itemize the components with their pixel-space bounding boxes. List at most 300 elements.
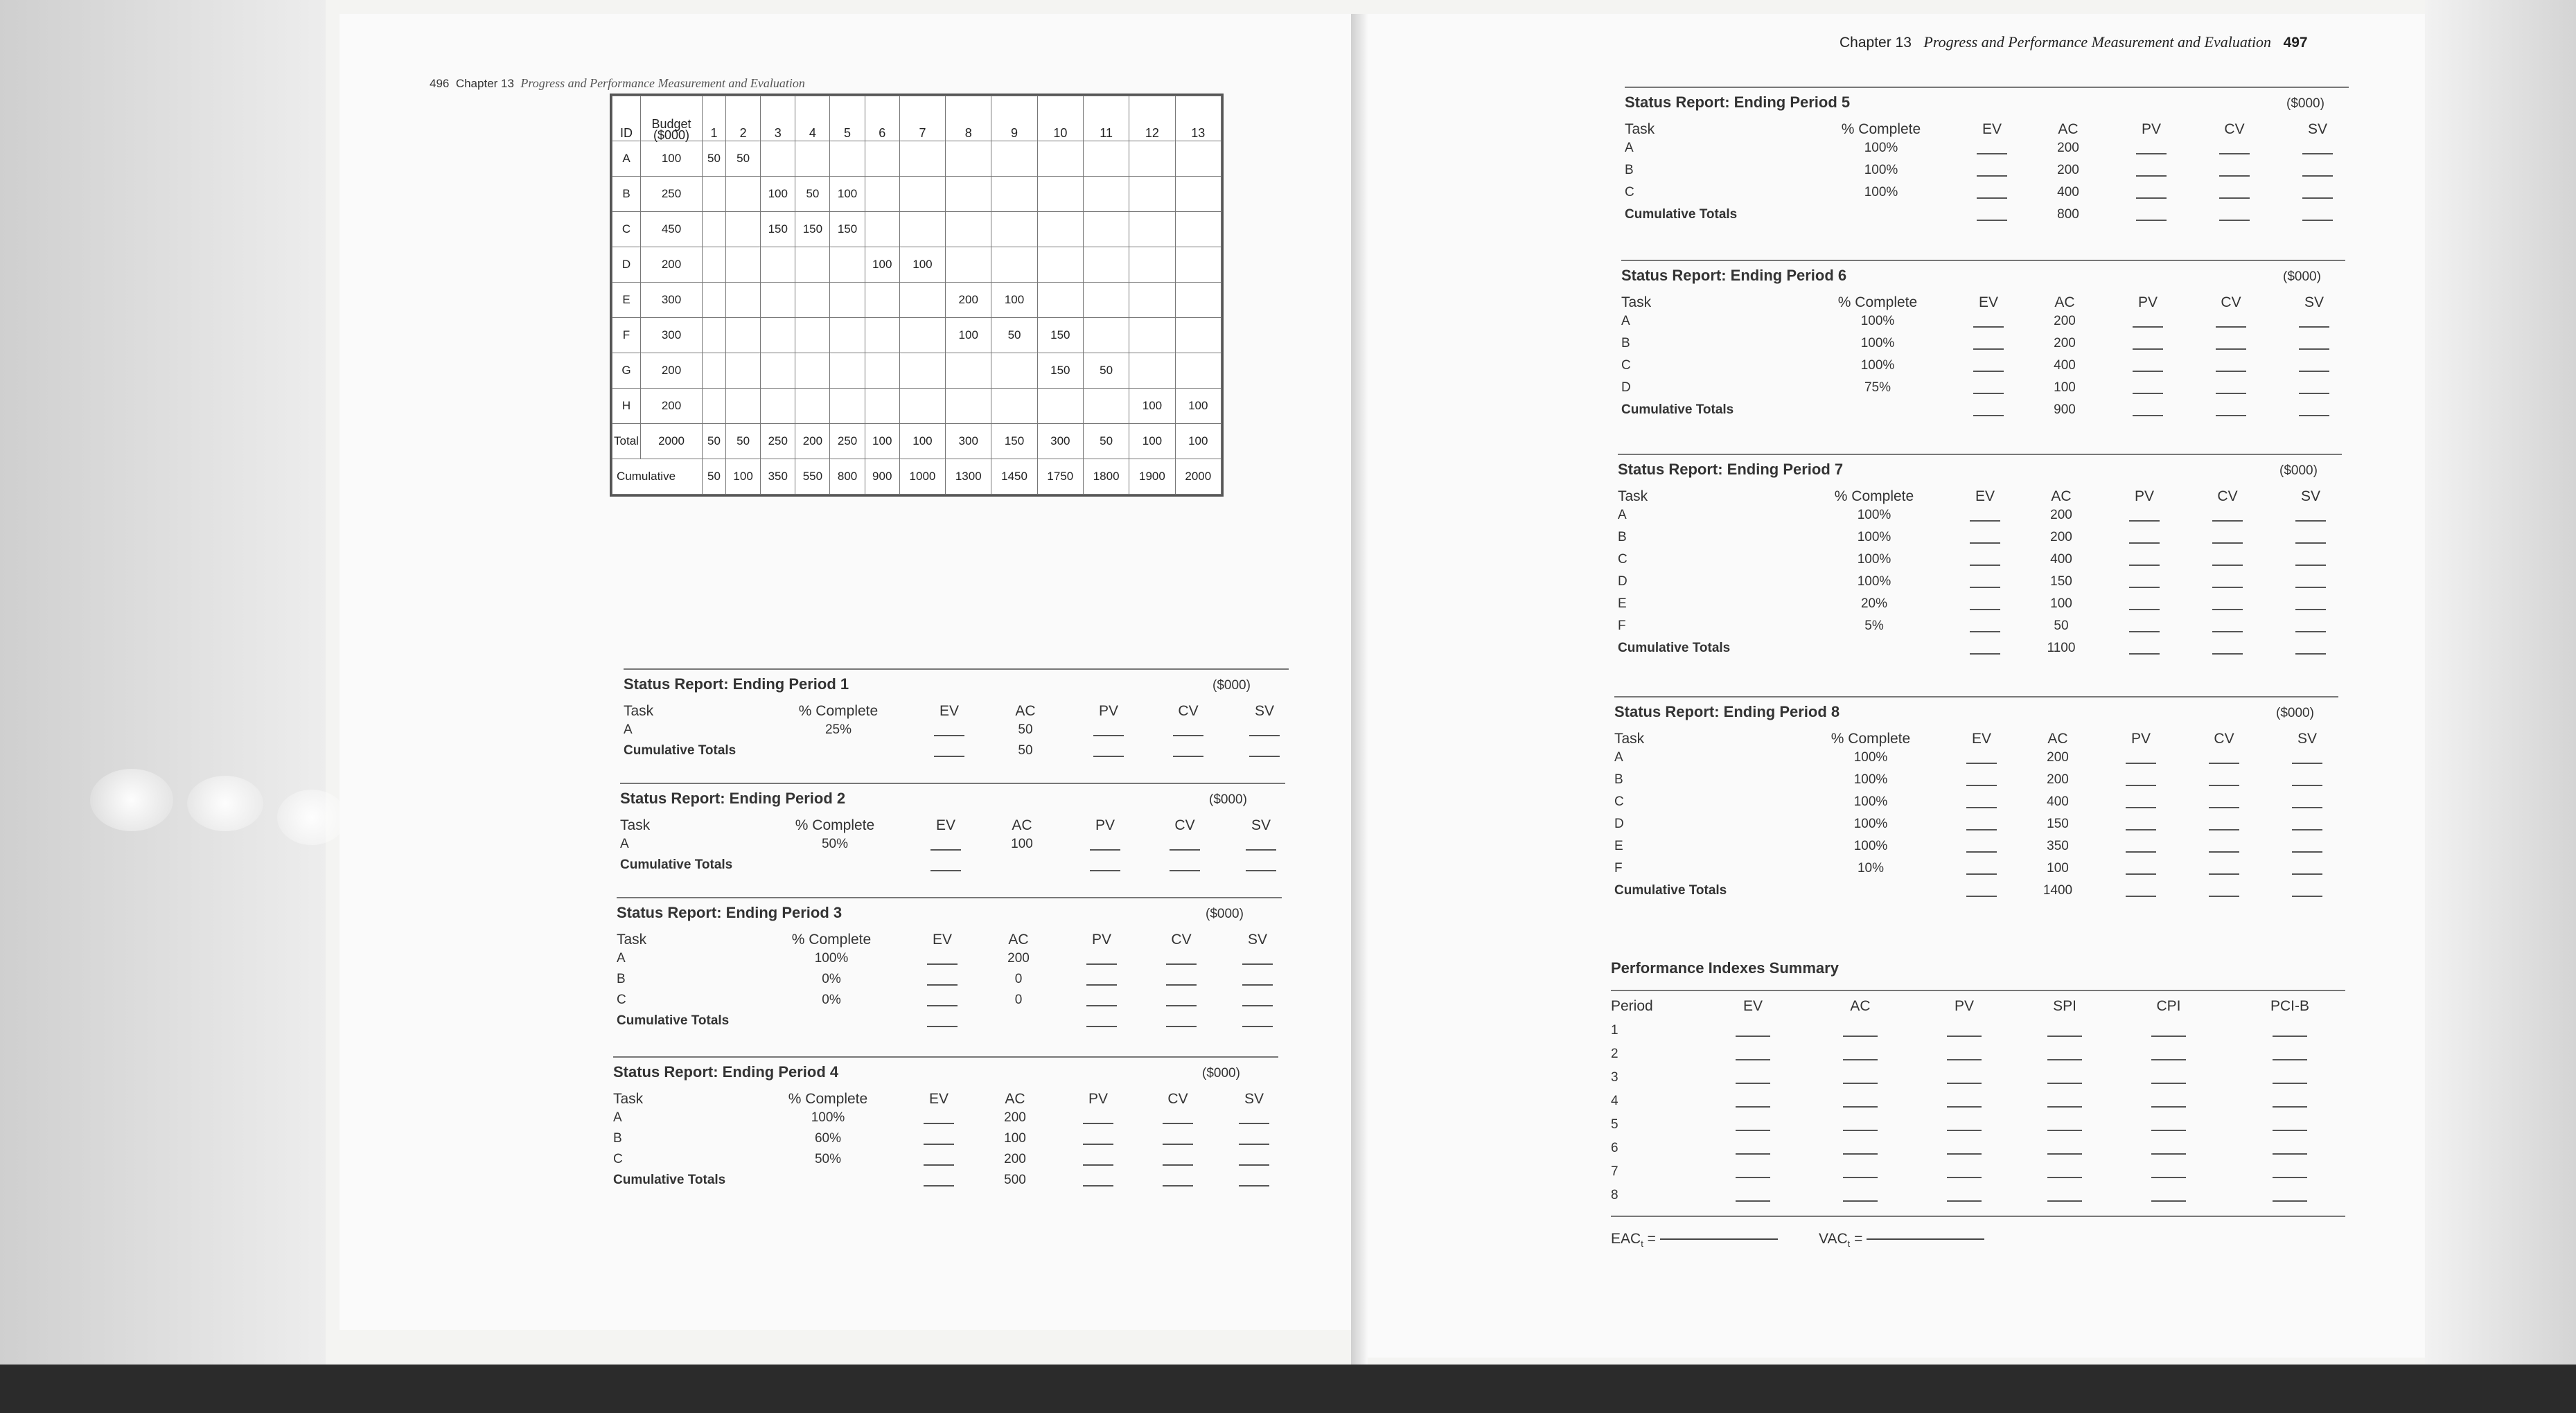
- pv-blank: [2129, 533, 2160, 544]
- perf-col-header: PV: [1954, 998, 1974, 1014]
- percent-complete: 100%: [1864, 163, 1898, 177]
- ev-blank: [927, 975, 958, 986]
- report-title: Status Report: Ending Period 2: [620, 790, 846, 807]
- task-label: B: [1625, 163, 1634, 177]
- period-cell: [1083, 283, 1129, 318]
- col-header: EV: [1982, 121, 2002, 137]
- task-label: D: [1618, 574, 1627, 589]
- sv-blank: [1242, 995, 1273, 1006]
- sv-blank: [2292, 775, 2322, 786]
- perf-blank: [1947, 1026, 1982, 1037]
- percent-complete: 100%: [1853, 772, 1888, 787]
- table-row: [612, 283, 1221, 318]
- period-cell: [899, 389, 945, 424]
- period-cell: [1083, 389, 1129, 424]
- ac-value: 200: [1004, 1152, 1026, 1166]
- cv-blank: [2209, 775, 2239, 786]
- pv-total-blank: [2133, 405, 2163, 416]
- percent-complete: 50%: [821, 837, 849, 851]
- percent-complete: 5%: [1864, 619, 1884, 633]
- ev-blank: [1966, 797, 1997, 808]
- percent-complete: 100%: [1857, 574, 1891, 589]
- sv-total-blank: [1246, 860, 1276, 871]
- period-cell: [726, 283, 761, 318]
- percent-complete: 60%: [814, 1131, 842, 1146]
- sv-total-blank: [2295, 643, 2326, 655]
- report-unit: ($000): [2276, 706, 2314, 720]
- perf-blank: [2047, 1049, 2082, 1060]
- table-row: [612, 389, 1221, 424]
- col-header: AC: [2051, 488, 2072, 504]
- period-cell: 1000: [899, 459, 945, 495]
- period-cell: 50: [991, 318, 1037, 353]
- col-id: ID: [612, 96, 641, 141]
- task-label: B: [617, 972, 626, 986]
- ac-value: 400: [2047, 794, 2069, 809]
- period-label: 6: [1611, 1141, 1618, 1155]
- period-cell: [761, 318, 795, 353]
- sv-blank: [2299, 361, 2329, 372]
- ac-value: 200: [2047, 750, 2069, 765]
- sv-blank: [2292, 819, 2322, 830]
- period-cell: [1175, 318, 1221, 353]
- period-cell: [703, 318, 726, 353]
- pv-blank: [2126, 753, 2156, 764]
- cv-total-blank: [2212, 643, 2243, 655]
- period-cell: [1175, 353, 1221, 389]
- perf-blank: [1947, 1120, 1982, 1131]
- period-cell: [726, 318, 761, 353]
- perf-blank: [1843, 1073, 1878, 1084]
- row-budget: 200: [641, 247, 703, 283]
- col-header: % Complete: [795, 817, 875, 833]
- col-header: SV: [2304, 294, 2324, 310]
- percent-complete: 0%: [822, 993, 841, 1007]
- col-header: % Complete: [798, 703, 879, 719]
- period-cell: [991, 389, 1037, 424]
- percent-complete: 100%: [1853, 750, 1888, 765]
- period-cell: [1037, 141, 1083, 177]
- period-cell: 100: [830, 177, 865, 212]
- period-cell: [726, 389, 761, 424]
- period-label: 1: [1611, 1023, 1618, 1038]
- report-title: Status Report: Ending Period 5: [1625, 94, 1851, 111]
- ev-blank: [1970, 533, 2000, 544]
- ev-blank: [1973, 383, 2004, 394]
- ev-blank: [1970, 599, 2000, 610]
- percent-complete: 100%: [1860, 336, 1895, 350]
- period-header: 12: [1129, 96, 1175, 141]
- perf-blank: [2273, 1096, 2307, 1108]
- ev-blank: [1966, 775, 1997, 786]
- totals-ac-value: 900: [2054, 402, 2076, 417]
- perf-title: Performance Indexes Summary: [1611, 959, 1839, 977]
- col-header: PV: [1088, 1091, 1108, 1107]
- cv-blank: [2216, 383, 2246, 394]
- percent-complete: 100%: [1857, 530, 1891, 544]
- perf-blank: [2047, 1073, 2082, 1084]
- col-header: EV: [939, 703, 959, 719]
- perf-blank: [2047, 1167, 2082, 1178]
- task-label: B: [1618, 530, 1627, 544]
- cv-blank: [2212, 599, 2243, 610]
- budget-table: [610, 94, 1224, 497]
- status-report: [1621, 260, 2345, 454]
- period-cell: 100: [1129, 389, 1175, 424]
- cv-blank: [1163, 1113, 1193, 1124]
- perf-blank: [1947, 1096, 1982, 1108]
- cv-total-blank: [1170, 860, 1200, 871]
- pv-blank: [1083, 1113, 1113, 1124]
- ac-value: 50: [1018, 722, 1033, 737]
- period-cell: 50: [1083, 353, 1129, 389]
- period-cell: 100: [1175, 389, 1221, 424]
- percent-complete: 10%: [1857, 861, 1885, 876]
- ev-blank: [1977, 143, 2007, 154]
- period-cell: 150: [991, 424, 1037, 459]
- period-cell: [1175, 177, 1221, 212]
- report-title: Status Report: Ending Period 1: [624, 675, 849, 693]
- period-header: 6: [865, 96, 899, 141]
- cumulative-totals-label: Cumulative Totals: [620, 857, 733, 872]
- pv-blank: [2129, 555, 2160, 566]
- period-cell: 150: [830, 212, 865, 247]
- col-header: PV: [1098, 703, 1118, 719]
- sv-blank: [2292, 797, 2322, 808]
- period-cell: 1450: [991, 459, 1037, 495]
- ev-blank: [927, 954, 958, 965]
- col-header: Task: [617, 932, 647, 948]
- report-unit: ($000): [1202, 1066, 1240, 1081]
- period-label: 2: [1611, 1047, 1618, 1061]
- totals-ac-value: 1100: [2047, 641, 2076, 655]
- period-cell: [830, 389, 865, 424]
- period-cell: [795, 247, 830, 283]
- pv-blank: [2126, 797, 2156, 808]
- row-budget: 100: [641, 141, 703, 177]
- period-cell: [1175, 212, 1221, 247]
- period-cell: 50: [795, 177, 830, 212]
- period-cell: 2000: [1175, 459, 1221, 495]
- sv-blank: [2299, 383, 2329, 394]
- period-cell: [1175, 247, 1221, 283]
- cv-blank: [2219, 166, 2250, 177]
- table-row: [612, 353, 1221, 389]
- col-header: SV: [1244, 1091, 1264, 1107]
- col-header: PV: [2134, 488, 2154, 504]
- sv-blank: [2302, 188, 2333, 199]
- report-unit: ($000): [2283, 269, 2321, 284]
- period-cell: [1129, 177, 1175, 212]
- sv-blank: [1242, 954, 1273, 965]
- period-cell: 250: [761, 424, 795, 459]
- report-title: Status Report: Ending Period 8: [1614, 703, 1840, 720]
- period-cell: [1129, 247, 1175, 283]
- perf-blank: [1736, 1073, 1770, 1084]
- col-header: SV: [1254, 703, 1274, 719]
- perf-blank: [1736, 1191, 1770, 1202]
- period-cell: [899, 318, 945, 353]
- period-cell: [726, 247, 761, 283]
- table-row: [612, 459, 1221, 495]
- period-cell: [1129, 318, 1175, 353]
- perf-blank: [1736, 1120, 1770, 1131]
- period-cell: [865, 318, 899, 353]
- sv-blank: [2302, 143, 2333, 154]
- period-cell: [1129, 283, 1175, 318]
- pv-blank: [2133, 361, 2163, 372]
- period-label: 4: [1611, 1094, 1618, 1108]
- pv-blank: [2133, 317, 2163, 328]
- period-cell: [795, 353, 830, 389]
- pv-blank: [2126, 864, 2156, 875]
- perf-blank: [2151, 1049, 2186, 1060]
- period-cell: [1083, 212, 1129, 247]
- pv-blank: [2126, 842, 2156, 853]
- perf-blank: [1843, 1049, 1878, 1060]
- pv-total-blank: [1083, 1175, 1113, 1187]
- cv-blank: [2212, 533, 2243, 544]
- pv-total-blank: [2126, 886, 2156, 897]
- percent-complete: 100%: [1860, 358, 1895, 373]
- period-header: 1: [703, 96, 726, 141]
- task-label: E: [1618, 596, 1627, 611]
- period-cell: 300: [1037, 424, 1083, 459]
- period-cell: [1037, 283, 1083, 318]
- perf-blank: [1736, 1026, 1770, 1037]
- task-label: C: [1621, 358, 1631, 373]
- table-row: [612, 318, 1221, 353]
- ev-blank: [1970, 555, 2000, 566]
- percent-complete: 50%: [814, 1152, 842, 1166]
- ev-blank: [924, 1113, 954, 1124]
- cumulative-totals-label: Cumulative Totals: [617, 1013, 730, 1028]
- status-report: [624, 668, 1289, 793]
- col-header: AC: [2058, 121, 2079, 137]
- ev-total-blank: [924, 1175, 954, 1187]
- task-label: B: [1621, 336, 1630, 350]
- vac-line: $VAC_t$ =: [1819, 1231, 1984, 1249]
- period-header: 11: [1083, 96, 1129, 141]
- sv-blank: [1239, 1134, 1269, 1145]
- ac-value: 0: [1014, 972, 1023, 986]
- ev-total-blank: [1977, 210, 2007, 221]
- col-header: EV: [1971, 731, 1991, 747]
- sv-blank: [1239, 1113, 1269, 1124]
- period-cell: [865, 212, 899, 247]
- ac-value: 200: [1007, 951, 1030, 966]
- percent-complete: 100%: [1864, 141, 1898, 155]
- row-budget: 200: [641, 389, 703, 424]
- period-cell: [795, 283, 830, 318]
- status-report: [617, 897, 1282, 1063]
- perf-blank: [2151, 1167, 2186, 1178]
- period-cell: 100: [726, 459, 761, 495]
- period-header: 3: [761, 96, 795, 141]
- period-cell: 100: [899, 424, 945, 459]
- period-cell: [703, 212, 726, 247]
- period-cell: [830, 141, 865, 177]
- perf-blank: [1947, 1191, 1982, 1202]
- ev-blank: [924, 1134, 954, 1145]
- period-cell: 100: [761, 177, 795, 212]
- row-budget: 450: [641, 212, 703, 247]
- ac-value: 150: [2047, 817, 2069, 831]
- period-cell: 150: [1037, 353, 1083, 389]
- table-row: [612, 424, 1221, 459]
- pv-blank: [1086, 954, 1117, 965]
- perf-blank: [2047, 1026, 2082, 1037]
- percent-complete: 100%: [1857, 552, 1891, 567]
- cv-blank: [2216, 339, 2246, 350]
- report-title: Status Report: Ending Period 7: [1618, 461, 1844, 478]
- chapter-label: Chapter 13: [1840, 35, 1912, 51]
- sv-blank: [2295, 533, 2326, 544]
- period-cell: [703, 283, 726, 318]
- period-cell: [795, 318, 830, 353]
- period-cell: [795, 141, 830, 177]
- ac-value: 200: [2054, 336, 2076, 350]
- sv-blank: [2295, 577, 2326, 588]
- ev-blank: [924, 1155, 954, 1166]
- period-cell: [946, 247, 991, 283]
- pv-blank: [2133, 383, 2163, 394]
- perf-blank: [2047, 1120, 2082, 1131]
- pv-blank: [2129, 621, 2160, 632]
- period-cell: [761, 283, 795, 318]
- report-unit: ($000): [1206, 907, 1244, 921]
- period-cell: [899, 177, 945, 212]
- ev-total-blank: [927, 1016, 958, 1027]
- period-cell: [761, 247, 795, 283]
- cv-total-blank: [1163, 1175, 1193, 1187]
- period-cell: [1175, 283, 1221, 318]
- cv-blank: [1170, 839, 1200, 851]
- ev-blank: [1966, 864, 1997, 875]
- period-cell: [726, 353, 761, 389]
- period-header: 13: [1175, 96, 1221, 141]
- report-title: Status Report: Ending Period 3: [617, 904, 843, 921]
- chapter-label: Chapter 13: [455, 77, 514, 90]
- ac-value: 200: [1004, 1110, 1026, 1125]
- sv-total-blank: [1242, 1016, 1273, 1027]
- ac-value: 100: [2050, 596, 2072, 611]
- ac-value: 150: [2050, 574, 2072, 589]
- pv-blank: [2126, 819, 2156, 830]
- task-label: C: [1625, 185, 1634, 199]
- cv-blank: [2212, 510, 2243, 522]
- sv-total-blank: [2302, 210, 2333, 221]
- period-cell: [946, 212, 991, 247]
- perf-col-header: CPI: [2156, 998, 2181, 1014]
- period-cell: [946, 177, 991, 212]
- sv-blank: [2295, 621, 2326, 632]
- chapter-title: Progress and Performance Measurement and Evaluation: [520, 76, 805, 90]
- table-row: [612, 247, 1221, 283]
- period-cell: 250: [830, 424, 865, 459]
- sv-blank: [2302, 166, 2333, 177]
- task-label: A: [1614, 750, 1623, 765]
- cv-blank: [1166, 975, 1197, 986]
- cv-blank: [1166, 995, 1197, 1006]
- period-cell: [830, 318, 865, 353]
- cv-blank: [2216, 361, 2246, 372]
- period-cell: [899, 141, 945, 177]
- perf-blank: [1843, 1144, 1878, 1155]
- percent-complete: 100%: [811, 1110, 845, 1125]
- pv-total-blank: [1086, 1016, 1117, 1027]
- pv-blank: [2136, 188, 2167, 199]
- perf-blank: [2047, 1191, 2082, 1202]
- period-cell: [1129, 353, 1175, 389]
- ev-blank: [1966, 819, 1997, 830]
- light-reflection: [90, 769, 173, 831]
- period-label: 5: [1611, 1117, 1618, 1132]
- sv-total-blank: [2292, 886, 2322, 897]
- perf-blank: [1843, 1120, 1878, 1131]
- status-report: [620, 783, 1285, 907]
- task-label: B: [1614, 772, 1623, 787]
- pv-blank: [1083, 1155, 1113, 1166]
- pv-blank: [2126, 775, 2156, 786]
- ac-value: 200: [2054, 314, 2076, 328]
- perf-blank: [1843, 1026, 1878, 1037]
- row-id: B: [612, 177, 641, 212]
- col-header: PV: [2137, 294, 2158, 310]
- ac-value: 100: [2047, 861, 2069, 876]
- totals-ac-value: 800: [2057, 207, 2079, 222]
- period-cell: 150: [795, 212, 830, 247]
- col-header: Task: [620, 817, 651, 833]
- period-cell: [899, 212, 945, 247]
- row-id: D: [612, 247, 641, 283]
- perf-blank: [1736, 1096, 1770, 1108]
- chapter-title: Progress and Performance Measurement and Evaluation: [1923, 33, 2272, 51]
- col-header: % Complete: [1841, 121, 1921, 137]
- period-cell: [830, 247, 865, 283]
- perf-blank: [1736, 1049, 1770, 1060]
- perf-col-header: PCI-B: [2270, 998, 2309, 1014]
- period-cell: [830, 283, 865, 318]
- period-cell: [726, 177, 761, 212]
- ev-blank: [934, 725, 964, 736]
- task-label: E: [1614, 839, 1623, 853]
- period-cell: 150: [761, 212, 795, 247]
- task-label: A: [617, 951, 626, 966]
- task-label: C: [613, 1152, 623, 1166]
- period-label: 8: [1611, 1188, 1618, 1202]
- pv-blank: [1086, 975, 1117, 986]
- period-cell: [1037, 177, 1083, 212]
- cv-blank: [2212, 577, 2243, 588]
- task-label: A: [1621, 314, 1630, 328]
- left-background: [0, 0, 326, 1365]
- perf-blank: [1947, 1073, 1982, 1084]
- perf-blank: [2273, 1167, 2307, 1178]
- col-header: AC: [1005, 1091, 1025, 1107]
- ev-total-blank: [934, 746, 964, 757]
- period-cell: [946, 141, 991, 177]
- period-cell: [991, 177, 1037, 212]
- percent-complete: 100%: [1853, 839, 1888, 853]
- report-title: Status Report: Ending Period 6: [1621, 267, 1847, 284]
- sv-blank: [2295, 555, 2326, 566]
- period-cell: [991, 212, 1037, 247]
- period-cell: 50: [703, 459, 726, 495]
- period-cell: [703, 247, 726, 283]
- ac-value: 200: [2050, 508, 2072, 522]
- pv-blank: [1093, 725, 1124, 736]
